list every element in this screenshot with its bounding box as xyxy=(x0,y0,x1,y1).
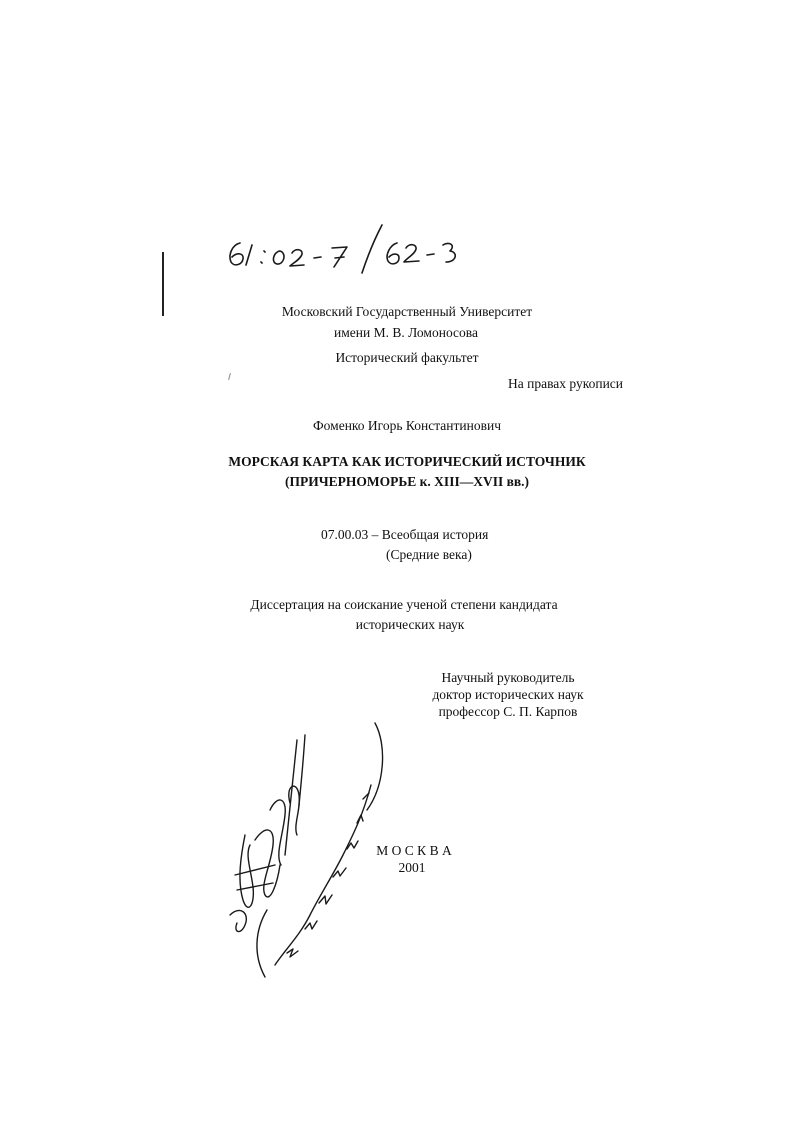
handwritten-archive-code xyxy=(222,215,472,275)
university-name: Московский Государственный Университет xyxy=(281,304,533,319)
stray-mark xyxy=(228,373,231,380)
city-name: М О С К В А xyxy=(376,843,452,858)
dissertation-title-line2: (ПРИЧЕРНОМОРЬЕ к. XIII—XVII вв.) xyxy=(284,474,530,489)
degree-statement-line1: Диссертация на соискание ученой степени кандидата xyxy=(250,597,558,612)
handwritten-signature xyxy=(215,715,390,985)
supervisor-role: Научный руководитель xyxy=(441,670,575,685)
dissertation-title-line1: МОРСКАЯ КАРТА КАК ИСТОРИЧЕСКИЙ ИСТОЧНИК xyxy=(228,454,586,469)
supervisor-name: профессор С. П. Карпов xyxy=(438,704,578,719)
author-name: Фоменко Игорь Константинович xyxy=(313,418,501,433)
manuscript-rights: На правах рукописи xyxy=(508,376,624,391)
margin-mark xyxy=(162,252,164,316)
faculty-name: Исторический факультет xyxy=(335,350,479,365)
university-honorific: имени М. В. Ломоносова xyxy=(334,325,478,340)
supervisor-degree: доктор исторических наук xyxy=(432,687,584,702)
specialty-code: 07.00.03 – Всеобщая история xyxy=(321,527,489,542)
publication-year: 2001 xyxy=(398,860,426,875)
specialty-period: (Средние века) xyxy=(386,547,472,562)
degree-statement-line2: исторических наук xyxy=(355,617,465,632)
